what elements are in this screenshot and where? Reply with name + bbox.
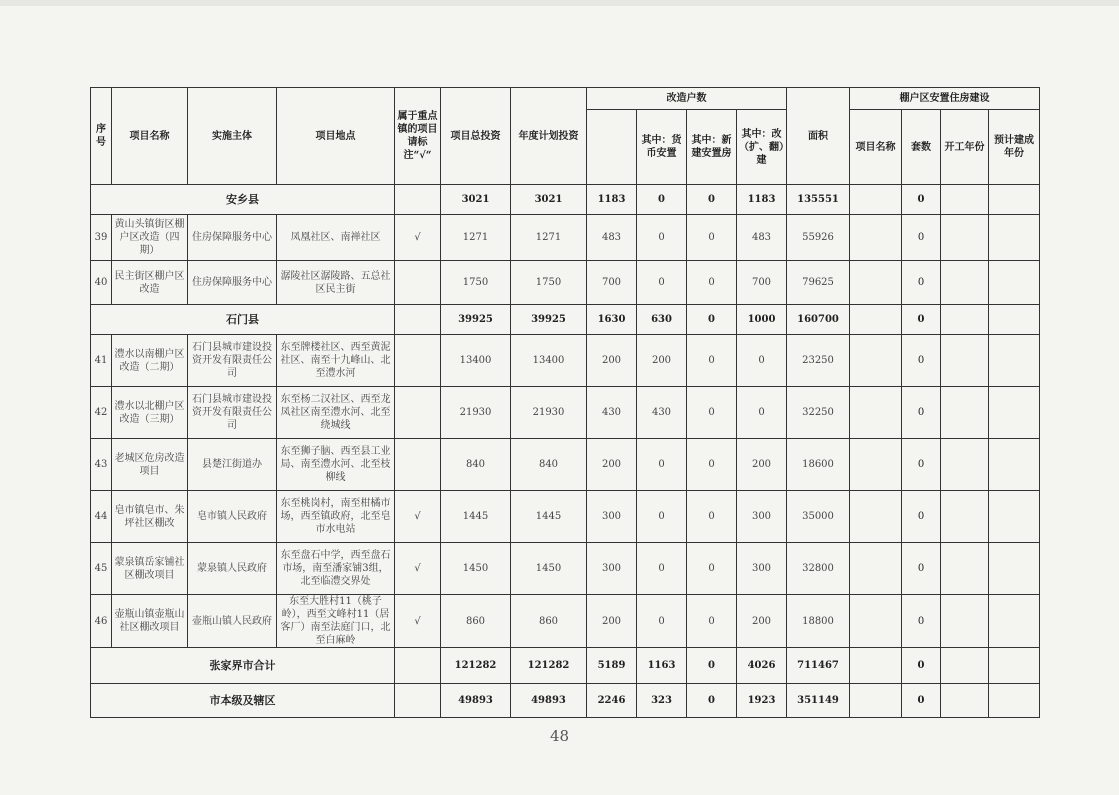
table-row [91,335,1040,387]
cell-new-build: 0 [687,387,737,439]
cell-monetary: 200 [637,335,687,387]
cell-new-build: 0 [687,335,737,387]
cell-entity: 皂市镇人民政府 [188,491,277,543]
header-resettlement: 棚户区安置住房建设 [850,88,1040,110]
cell-annual: 1445 [511,491,587,543]
cell-res-start [941,305,989,335]
header-location: 项目地点 [277,88,395,185]
cell-rebuild: 1000 [737,305,787,335]
scan-edge [0,0,1119,6]
cell-project-name: 澧水以南棚户区改造（二期） [112,335,188,387]
cell-new-build: 0 [687,491,737,543]
cell-res-name [850,305,902,335]
cell-key-town [395,648,441,684]
cell-res-start [941,543,989,595]
cell-res-done [989,595,1040,648]
cell-rebuild: 700 [737,261,787,305]
cell-res-sets: 0 [902,595,941,648]
cell-res-sets: 0 [902,185,941,215]
cell-area: 351149 [787,684,850,718]
cell-seq: 43 [91,439,112,491]
cell-res-start [941,595,989,648]
cell-res-name [850,543,902,595]
cell-monetary: 0 [637,261,687,305]
cell-annual: 840 [511,439,587,491]
cell-res-sets: 0 [902,261,941,305]
cell-rebuild: 1923 [737,684,787,718]
cell-total: 3021 [441,185,511,215]
header-res-start: 开工年份 [941,110,989,185]
cell-res-start [941,439,989,491]
header-new-build: 其中：新建安置房 [687,110,737,185]
cell-new-build: 0 [687,261,737,305]
cell-res-name [850,215,902,261]
cell-key-town [395,439,441,491]
cell-res-start [941,387,989,439]
cell-location: 东至狮子脑、西至县工业局、南至澧水河、北至枝柳线 [277,439,395,491]
cell-key-town [395,684,441,718]
cell-res-start [941,648,989,684]
header-seq: 序号 [91,88,112,185]
cell-households: 5189 [587,648,637,684]
cell-entity: 蒙泉镇人民政府 [188,543,277,595]
cell-total: 49893 [441,684,511,718]
cell-monetary: 0 [637,491,687,543]
cell-res-sets: 0 [902,648,941,684]
cell-households: 200 [587,335,637,387]
cell-seq: 42 [91,387,112,439]
cell-res-name [850,684,902,718]
cell-area: 55926 [787,215,850,261]
cell-households: 430 [587,387,637,439]
cell-total: 13400 [441,335,511,387]
cell-key-town [395,261,441,305]
cell-annual: 1271 [511,215,587,261]
cell-entity: 壶瓶山镇人民政府 [188,595,277,648]
subtotal-row [91,185,1040,215]
subtotal-row [91,684,1040,718]
cell-entity: 石门县城市建设投资开发有限责任公司 [188,335,277,387]
cell-monetary: 1163 [637,648,687,684]
cell-res-sets: 0 [902,387,941,439]
cell-res-done [989,491,1040,543]
cell-total: 1271 [441,215,511,261]
cell-res-done [989,439,1040,491]
cell-entity: 县楚江街道办 [188,439,277,491]
cell-rebuild: 4026 [737,648,787,684]
cell-total: 21930 [441,387,511,439]
cell-seq: 45 [91,543,112,595]
table-row [91,543,1040,595]
cell-annual: 1450 [511,543,587,595]
header-res-done: 预计建成年份 [989,110,1040,185]
cell-res-done [989,261,1040,305]
cell-annual: 860 [511,595,587,648]
cell-res-done [989,305,1040,335]
cell-annual: 1750 [511,261,587,305]
cell-households: 300 [587,543,637,595]
header-project-name: 项目名称 [112,88,188,185]
table-row [91,439,1040,491]
cell-area: 79625 [787,261,850,305]
cell-project-name: 蒙泉镇岳家铺社区棚改项目 [112,543,188,595]
cell-res-sets: 0 [902,543,941,595]
cell-res-start [941,215,989,261]
cell-entity: 住房保障服务中心 [188,215,277,261]
cell-area: 135551 [787,185,850,215]
cell-new-build: 0 [687,648,737,684]
cell-new-build: 0 [687,684,737,718]
cell-res-done [989,543,1040,595]
cell-monetary: 0 [637,185,687,215]
cell-res-name [850,595,902,648]
table-row [91,261,1040,305]
cell-area: 160700 [787,305,850,335]
cell-households: 300 [587,491,637,543]
cell-households: 200 [587,595,637,648]
cell-location: 东至杨二汉社区、西至龙凤社区南至澧水河、北至绕城线 [277,387,395,439]
cell-res-sets: 0 [902,305,941,335]
cell-project-name: 壶瓶山镇壶瓶山社区棚改项目 [112,595,188,648]
cell-location: 凤凰社区、南禅社区 [277,215,395,261]
subtotal-label: 张家界市合计 [91,648,395,684]
header-res-sets: 套数 [902,110,941,185]
cell-res-start [941,261,989,305]
cell-location: 东至盘石中学，西至盘石市场，南至潘家铺3组，北至临澧交界处 [277,543,395,595]
header-res-name: 项目名称 [850,110,902,185]
subtotal-label: 石门县 [91,305,395,335]
cell-res-name [850,185,902,215]
cell-key-town: √ [395,215,441,261]
cell-key-town: √ [395,595,441,648]
header-key-town: 属于重点镇的项目请标注“√“ [395,88,441,185]
cell-annual: 3021 [511,185,587,215]
cell-households: 1183 [587,185,637,215]
table-row [91,595,1040,648]
subtotal-label: 市本级及辖区 [91,684,395,718]
cell-total: 860 [441,595,511,648]
cell-res-sets: 0 [902,684,941,718]
subtotal-label: 安乡县 [91,185,395,215]
cell-area: 32250 [787,387,850,439]
header-area: 面积 [787,88,850,185]
cell-res-name [850,491,902,543]
cell-monetary: 630 [637,305,687,335]
cell-res-done [989,387,1040,439]
shantytown-renovation-table [90,87,1040,718]
header-annual-invest: 年度计划投资 [511,88,587,185]
cell-res-start [941,491,989,543]
cell-res-done [989,684,1040,718]
cell-rebuild: 200 [737,439,787,491]
cell-project-name: 民主街区棚户区改造 [112,261,188,305]
cell-new-build: 0 [687,543,737,595]
cell-rebuild: 1183 [737,185,787,215]
cell-new-build: 0 [687,439,737,491]
subtotal-row [91,648,1040,684]
cell-project-name: 老城区危房改造项目 [112,439,188,491]
cell-rebuild: 300 [737,491,787,543]
header-total-invest: 项目总投资 [441,88,511,185]
cell-monetary: 0 [637,595,687,648]
cell-monetary: 323 [637,684,687,718]
cell-res-done [989,185,1040,215]
cell-annual: 121282 [511,648,587,684]
cell-key-town [395,335,441,387]
cell-monetary: 430 [637,387,687,439]
cell-project-name: 澧水以北棚户区改造（三期） [112,387,188,439]
cell-res-name [850,335,902,387]
cell-households: 2246 [587,684,637,718]
cell-rebuild: 200 [737,595,787,648]
cell-res-sets: 0 [902,335,941,387]
cell-total: 39925 [441,305,511,335]
cell-seq: 39 [91,215,112,261]
cell-annual: 13400 [511,335,587,387]
cell-seq: 46 [91,595,112,648]
cell-new-build: 0 [687,595,737,648]
cell-location: 东至牌楼社区、西至黄泥社区、南至十九峰山、北至澧水河 [277,335,395,387]
cell-res-name [850,648,902,684]
cell-res-done [989,335,1040,387]
header-monetary: 其中：货币安置 [637,110,687,185]
cell-res-sets: 0 [902,439,941,491]
cell-res-name [850,261,902,305]
cell-area: 35000 [787,491,850,543]
cell-res-name [850,387,902,439]
cell-monetary: 0 [637,215,687,261]
cell-rebuild: 0 [737,335,787,387]
cell-annual: 39925 [511,305,587,335]
cell-area: 18800 [787,595,850,648]
cell-res-name [850,439,902,491]
cell-res-done [989,648,1040,684]
cell-total: 840 [441,439,511,491]
cell-total: 1445 [441,491,511,543]
cell-project-name: 皂市镇皂市、朱坪社区棚改 [112,491,188,543]
cell-location: 潺陵社区潺陵路、五总社区民主街 [277,261,395,305]
header-households-total [587,110,637,185]
cell-households: 700 [587,261,637,305]
cell-new-build: 0 [687,305,737,335]
cell-seq: 44 [91,491,112,543]
cell-entity: 住房保障服务中心 [188,261,277,305]
subtotal-row [91,305,1040,335]
table-body [91,185,1040,718]
cell-area: 711467 [787,648,850,684]
cell-key-town [395,185,441,215]
cell-res-sets: 0 [902,491,941,543]
cell-project-name: 黄山头镇街区棚户区改造（四期） [112,215,188,261]
cell-location: 东至大胜村11（桃子岭），西至文峰村11（居客厂）南至法庭门口，北至白麻岭 [277,595,395,648]
cell-total: 121282 [441,648,511,684]
cell-annual: 21930 [511,387,587,439]
cell-location: 东至桃岗村，南至柑橘市场，西至镇政府，北至皂市水电站 [277,491,395,543]
cell-res-start [941,684,989,718]
cell-res-start [941,185,989,215]
page-number: 48 [549,727,570,745]
cell-households: 483 [587,215,637,261]
cell-key-town: √ [395,491,441,543]
cell-area: 32800 [787,543,850,595]
cell-seq: 41 [91,335,112,387]
cell-res-start [941,335,989,387]
cell-rebuild: 300 [737,543,787,595]
cell-entity: 石门县城市建设投资开发有限责任公司 [188,387,277,439]
cell-rebuild: 0 [737,387,787,439]
cell-total: 1750 [441,261,511,305]
cell-res-sets: 0 [902,215,941,261]
cell-total: 1450 [441,543,511,595]
cell-monetary: 0 [637,543,687,595]
cell-households: 1630 [587,305,637,335]
header-entity: 实施主体 [188,88,277,185]
cell-key-town [395,305,441,335]
header-rebuild: 其中：改（扩、翻）建 [737,110,787,185]
table-row [91,387,1040,439]
cell-monetary: 0 [637,439,687,491]
cell-area: 18600 [787,439,850,491]
cell-key-town [395,387,441,439]
cell-households: 200 [587,439,637,491]
cell-rebuild: 483 [737,215,787,261]
table-row [91,215,1040,261]
cell-res-done [989,215,1040,261]
cell-annual: 49893 [511,684,587,718]
cell-key-town: √ [395,543,441,595]
cell-seq: 40 [91,261,112,305]
cell-new-build: 0 [687,185,737,215]
header-renovation-households: 改造户数 [587,88,787,110]
cell-area: 23250 [787,335,850,387]
table-row [91,491,1040,543]
cell-new-build: 0 [687,215,737,261]
